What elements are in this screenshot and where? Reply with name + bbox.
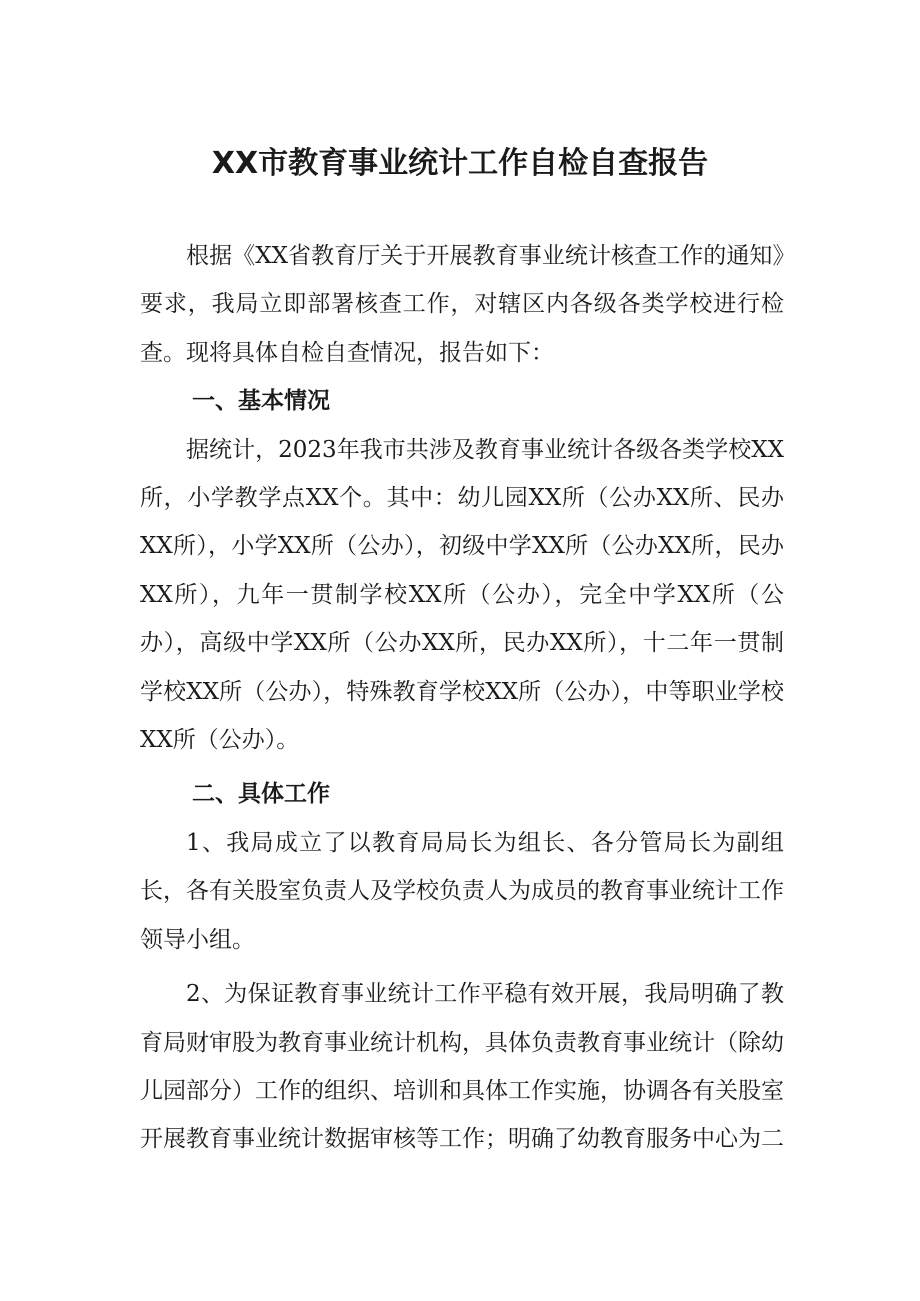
document-body: [140, 232, 784, 1164]
section-heading-work: 二、具体工作: [192, 781, 330, 808]
basic-info-paragraph: 据统计，2023年我市共涉及教育事业统计各级各类学校XX所，小学教学点XX个。其中：幼儿园XX所（公办XX所、民办XX所），小学XX所（公办），初级中学XX所（公办XX所，民办XX所），九年一贯制学校XX所（公办），完全中学XX所（公办），高级中学XX所（公办XX所，民办XX所），十二年一贯制学校XX所（公办），特殊教育学校XX所（公办），中等职业学校XX所（公办）。: [140, 436, 784, 754]
intro-paragraph: 根据《XX省教育厅关于开展教育事业统计核查工作的通知》要求，我局立即部署核查工作，对辖区内各级各类学校进行检查。现将具体自检自查情况，报告如下：: [140, 243, 784, 366]
work-item-2: 2、为保证教育事业统计工作平稳有效开展，我局明确了教育局财审股为教育事业统计机构，具体负责教育事业统计（除幼儿园部分）工作的组织、培训和具体工作实施，协调各有关股室开展教育事业统计数据审核等工作；明确了幼教育服务中心为二: [140, 981, 784, 1153]
section-heading-basic: 一、基本情况: [192, 388, 330, 415]
work-item-1: 1、我局成立了以教育局局长为组长、各分管局长为副组长，各有关股室负责人及学校负责人为成员的教育事业统计工作领导小组。: [140, 829, 784, 953]
document-title: XX市教育事业统计工作自检自查报告: [211, 146, 709, 181]
